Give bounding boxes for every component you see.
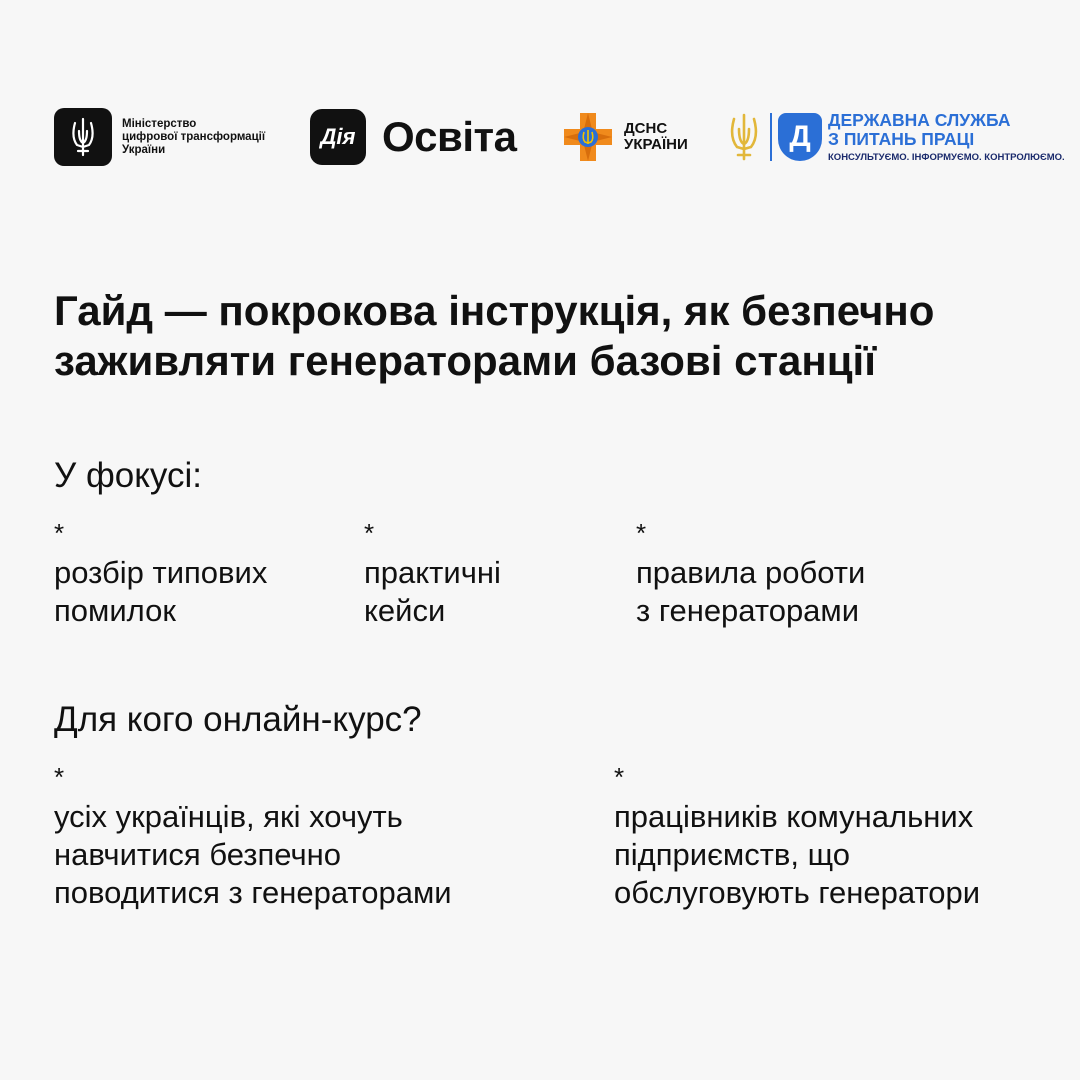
labor-mark: Д	[778, 113, 822, 161]
focus-item-text: розбір типових помилок	[54, 555, 268, 628]
audience-item	[54, 764, 452, 912]
page-title: Гайд — покрокова інструкція, як безпечно заживляти генераторами базові станції	[54, 287, 935, 384]
focus-item-text: практичні кейси	[364, 555, 501, 628]
diia-osvita-logo	[310, 106, 516, 168]
dsns-name: ДСНС УКРАЇНИ	[624, 120, 688, 153]
bullet-star: *	[614, 762, 625, 792]
audience-item-text: усіх українців, які хочуть навчитися безпечно поводитися з генераторами	[54, 799, 452, 910]
ministry-name: Міністерство цифрової трансформації України	[122, 117, 266, 156]
logo-divider	[770, 113, 772, 161]
bullet-star: *	[54, 762, 65, 792]
bullet-star: *	[636, 518, 647, 548]
diia-mark: Дія	[310, 109, 366, 165]
audience-item-text: працівників комунальних підприємств, що обслуговують генератори	[614, 799, 981, 910]
audience-item	[614, 764, 980, 912]
audience-heading: Для кого онлайн-курс?	[54, 700, 422, 739]
labor-slogan: КОНСУЛЬТУЄМО. ІНФОРМУЄМО. КОНТРОЛЮЄМО.	[828, 151, 1065, 163]
ministry-logo	[54, 106, 265, 168]
partner-logos	[54, 106, 1065, 168]
dsns-emblem-icon	[560, 109, 616, 165]
focus-item	[54, 520, 267, 630]
focus-item	[364, 520, 501, 630]
osvita-name: Освіта	[382, 113, 517, 160]
focus-item	[636, 520, 865, 630]
gold-trident-icon	[726, 111, 762, 163]
labor-service-name: ДЕРЖАВНА СЛУЖБА З ПИТАНЬ ПРАЦІ КОНСУЛЬТУЄМО. ІНФОРМУЄМО. КОНТРОЛЮЄМО.	[828, 109, 1065, 163]
labor-service-logo	[726, 106, 1065, 168]
trident-icon	[54, 108, 112, 166]
bullet-star: *	[54, 518, 65, 548]
focus-heading: У фокусі:	[54, 456, 203, 495]
bullet-star: *	[364, 518, 375, 548]
focus-item-text: правила роботи з генераторами	[636, 555, 866, 628]
dsns-logo	[560, 106, 688, 168]
